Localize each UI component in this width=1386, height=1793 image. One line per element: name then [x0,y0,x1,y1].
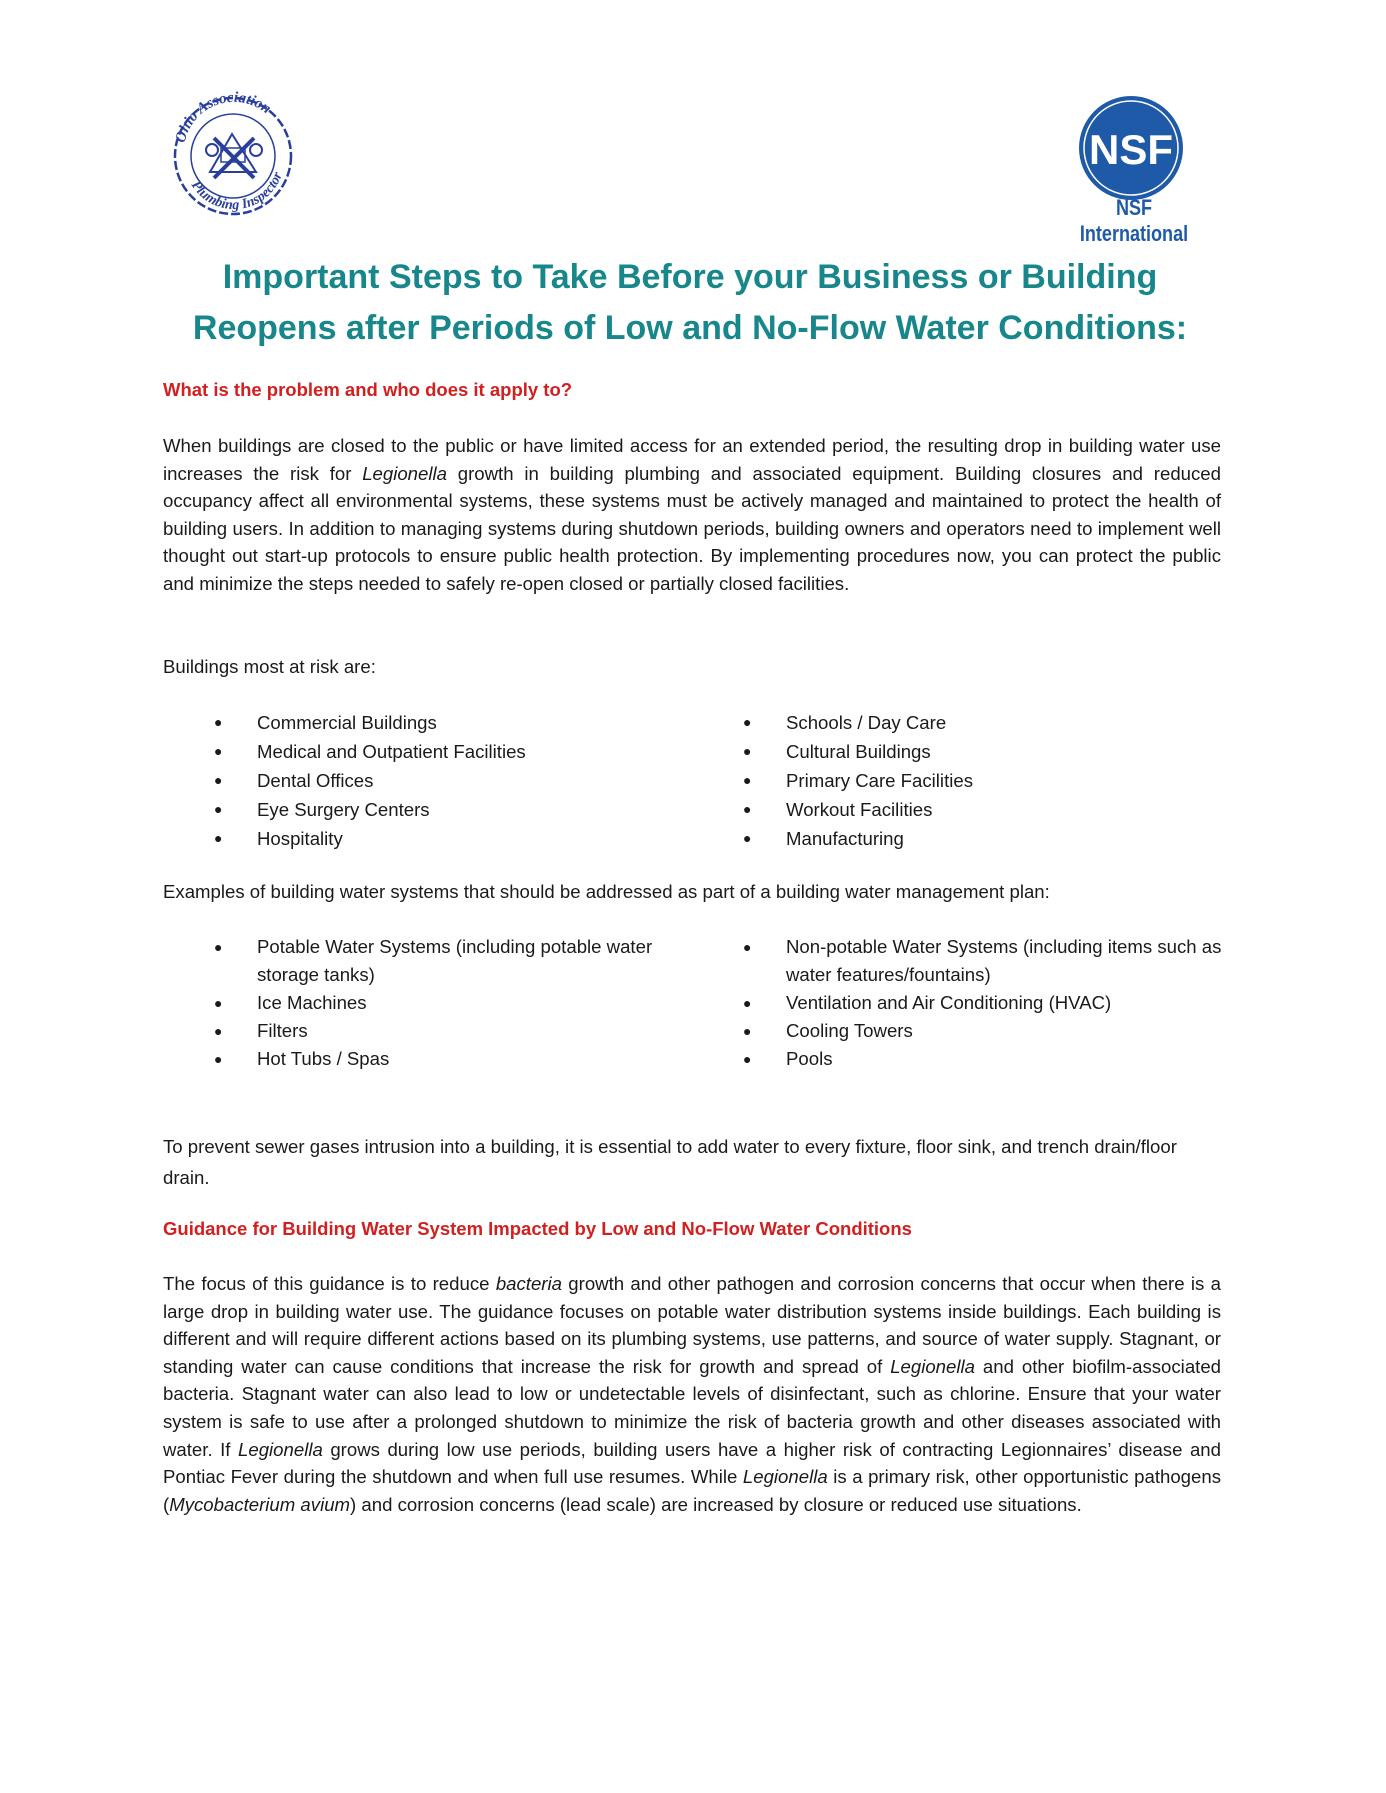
title-line-1: Important Steps to Take Before your Business or Building [222,258,1158,296]
ohio-association-seal-logo [166,86,300,222]
list-item: ● Hot Tubs / Spas [214,1048,390,1069]
nsf-circle-icon [1077,94,1185,202]
list-item: ● Cultural Buildings [743,741,931,762]
section-heading-problem: What is the problem and who does it apply to? [163,379,573,400]
systems-list-right [743,933,1226,1073]
list-item: ● Potable Water Systems (including potable water storage tanks) [214,936,653,985]
section-heading-guidance: Guidance for Building Water System Impacted by Low and No-Flow Water Conditions [163,1218,912,1239]
list-item: ● Schools / Day Care [743,712,947,733]
list-item: ● Eye Surgery Centers [214,799,430,820]
list-item: ● Workout Facilities [743,799,933,820]
list-item: ● Dental Offices [214,770,374,791]
list-item: ● Cooling Towers [743,1020,913,1041]
title-line-2: Reopens after Periods of Low and No-Flow Water Conditions: [192,309,1188,347]
list-item: ● Hospitality [214,828,343,849]
nsf-international-logo [1044,94,1224,246]
list-item: ● Medical and Outpatient Facilities [214,741,526,762]
document-title [140,252,1240,354]
risk-list-left [214,708,526,853]
nsf-international-label: NSF International [1079,195,1189,246]
list-item: ● Ventilation and Air Conditioning (HVAC) [743,992,1112,1013]
risk-intro: Buildings most at risk are: [163,656,376,677]
list-item: ● Manufacturing [743,828,904,849]
list-item: ● Primary Care Facilities [743,770,973,791]
list-item: ● Filters [214,1020,308,1041]
risk-list-right [743,708,973,853]
guidance-paragraph: The focus of this guidance is to reduce bacteria growth and other pathogen and corrosion concerns that occur when there is a large drop in building water use. The guidance focuses on potable water distribution systems inside buildings. Each building is different and will require different actions based on its plumbing systems, use patterns, and source of water supply. Stagnant, or standing water can cause conditions that increase the risk for growth and spread of Legionella and other biofilm-associated bacteria. Stagnant water can also lead to low or undetectable levels of disinfectant, such as chlorine. Ensure that your water system is safe to use after a prolonged shutdown to minimize the risk of bacteria growth and other diseases associated with water. If Legionella grows during low use periods, building users have a higher risk of contracting Legionnaires’ disease and Pontiac Fever during the shutdown and when full use resumes. While Legionella is a primary risk, other opportunistic pathogens (Mycobacterium avium) and corrosion concerns (lead scale) are increased by closure or reduced use situations. [163,1273,1222,1515]
nsf-mark-text: NSF [1089,126,1173,173]
list-item: ● Pools [743,1048,833,1069]
list-item: ● Non-potable Water Systems (including items such as water features/fountains) [743,936,1222,985]
list-item: ● Ice Machines [214,992,367,1013]
list-item: ● Commercial Buildings [214,712,437,733]
svg-text:Ohio Association: Ohio Association [172,89,274,145]
systems-list-left [214,933,677,1073]
sewer-note: To prevent sewer gases intrusion into a building, it is essential to add water to every fixture, floor sink, and trench drain/floor drain. [163,1136,1177,1188]
svg-text:Plumbing Inspectors: Plumbing Inspector [187,170,286,214]
problem-paragraph: When buildings are closed to the public or have limited access for an extended period, the resulting drop in building water use increases the risk for Legionella growth in building plumbing and associated equipment. Building closures and reduced occupancy affect all environmental systems, these systems must be actively managed and maintained to protect the health of building users. In addition to managing systems during shutdown periods, building owners and operators need to implement well thought out start-up protocols to ensure public health protection. By implementing procedures now, you can protect the public and minimize the steps needed to safely re-open closed or partially closed facilities. [163,435,1221,594]
systems-intro: Examples of building water systems that should be addressed as part of a building water management plan: [163,881,1050,902]
